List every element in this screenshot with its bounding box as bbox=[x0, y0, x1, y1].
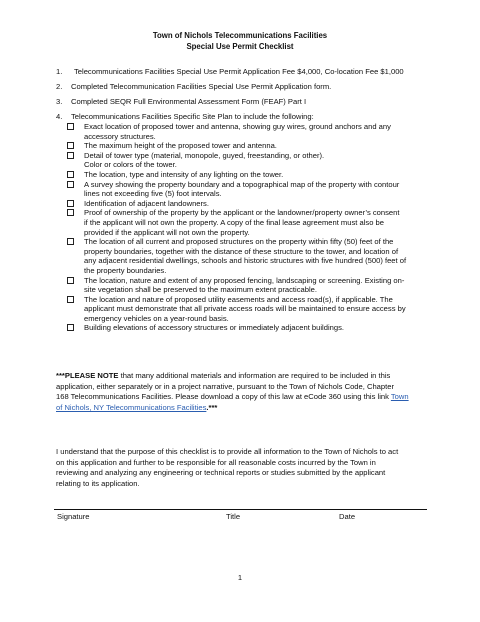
checkbox[interactable] bbox=[67, 296, 74, 303]
checklist-line: applicant must demonstrate that all private access roads will be maintained to ensure access by bbox=[84, 304, 406, 314]
checkbox[interactable] bbox=[67, 181, 74, 188]
item-text: Telecommunications Facilities Special Use Permit Application Fee $4,000, Co-location Fee $1,000 bbox=[74, 67, 404, 76]
checklist-item bbox=[66, 208, 426, 237]
checklist-item bbox=[66, 237, 426, 275]
checklist-line: Detail of tower type (material, monopole, guyed, freestanding, or other). bbox=[84, 150, 325, 160]
item-number: 4. bbox=[56, 112, 63, 121]
checkbox[interactable] bbox=[67, 277, 74, 284]
checklist-item bbox=[66, 199, 426, 209]
checklist-line: property boundaries, together with the distance of these structure to the tower, and location of bbox=[84, 246, 399, 256]
checkbox[interactable] bbox=[67, 209, 74, 216]
checklist-item bbox=[66, 170, 426, 180]
checklist-item bbox=[66, 276, 426, 295]
checklist-line: accessory structures. bbox=[84, 131, 156, 141]
checklist-line: The location and nature of proposed utility easements and access road(s), if applicable. The bbox=[84, 294, 393, 304]
note-line bbox=[56, 403, 428, 414]
checklist-line: The location, type and intensity of any lighting on the tower. bbox=[84, 169, 284, 179]
checklist-line: Proof of ownership of the property by the applicant or the landowner/property owner’s consent bbox=[84, 208, 400, 218]
checklist-line: Color or colors of the tower. bbox=[84, 160, 177, 170]
ecode-link[interactable]: Town bbox=[390, 392, 409, 402]
page-title: Town of Nichols Telecommunications Facilities bbox=[152, 31, 328, 40]
acknowledgement-line: relating to its application. bbox=[56, 478, 140, 488]
note-suffix: .*** bbox=[206, 402, 218, 412]
checklist-item bbox=[66, 151, 426, 170]
ecode-link[interactable]: of Nichols, NY Telecommunications Facilities bbox=[56, 402, 207, 412]
checklist-line: The maximum height of the proposed tower and antenna. bbox=[84, 141, 277, 151]
checkbox[interactable] bbox=[67, 324, 74, 331]
note-emphasis: PLEASE NOTE bbox=[64, 371, 119, 380]
note-line: application, either separately or in a project narrative, pursuant to the Town of Nichols Code, Chapter bbox=[56, 381, 394, 391]
checklist-line: emergency vehicles on a year-round basis. bbox=[84, 313, 229, 323]
item-number: 1. bbox=[56, 67, 63, 76]
note-prefix: *** bbox=[56, 371, 65, 380]
checkbox[interactable] bbox=[67, 200, 74, 207]
signature-label: Signature bbox=[57, 512, 90, 521]
checklist-item bbox=[66, 323, 426, 333]
checklist-line: A survey showing the property boundary and a topographical map of the property with contour bbox=[84, 179, 400, 189]
checklist-line: if the applicant will not own the property. A copy of the final lease agreement must also be bbox=[84, 217, 384, 227]
checklist-item bbox=[66, 295, 426, 324]
checklist-line: site vegetation shall be preserved to the maximum extent practicable. bbox=[84, 285, 317, 295]
please-note-paragraph bbox=[56, 371, 428, 413]
page-subtitle: Special Use Permit Checklist bbox=[186, 42, 294, 51]
item-text: Completed SEQR Full Environmental Assessment Form (FEAF) Part I bbox=[71, 97, 307, 106]
checklist-item bbox=[66, 141, 426, 151]
checklist-item bbox=[66, 122, 426, 141]
note-line bbox=[56, 392, 428, 403]
note-text: that many additional materials and information are required to be included in this bbox=[118, 371, 391, 380]
note-text: 168 Telecommunications Facilities. Please download a copy of this law at eCode 360 using this link bbox=[56, 392, 391, 402]
item-number: 3. bbox=[56, 97, 63, 106]
checklist-line: Building elevations of accessory structures or immediately adjacent buildings. bbox=[84, 323, 345, 333]
page-number: 1 bbox=[237, 573, 243, 582]
item-text: Completed Telecommunication Facilities Special Use Permit Application form. bbox=[71, 82, 332, 91]
checklist-item bbox=[66, 180, 426, 199]
checklist-line: provided if the applicant will not own the property. bbox=[84, 227, 250, 237]
checkbox[interactable] bbox=[67, 238, 74, 245]
checklist-line: the property boundaries. bbox=[84, 265, 167, 275]
checklist-line: The location, nature and extent of any proposed fencing, landscaping or screening. Existing on- bbox=[84, 275, 405, 285]
checklist-line: any adjacent residential dwellings, schools and historic structures with five hundred (500) feet of bbox=[84, 256, 407, 266]
checklist-line: The location of all current and proposed structures on the property within fifty (50) feet of the bbox=[84, 237, 394, 247]
acknowledgement-paragraph bbox=[56, 447, 426, 489]
site-plan-checklist bbox=[66, 122, 426, 333]
checkbox[interactable] bbox=[67, 123, 74, 130]
checkbox[interactable] bbox=[67, 152, 74, 159]
note-line bbox=[56, 371, 428, 382]
acknowledgement-line: I understand that the purpose of this checklist is to provide all information to the Town of Nichols to act bbox=[56, 447, 399, 456]
acknowledgement-line: reviewing and analyzing any engineering or technical reports or studies submitted by the applicant bbox=[56, 468, 386, 478]
checklist-line: Exact location of proposed tower and antenna, showing guy wires, ground anchors and any bbox=[84, 122, 391, 131]
checkbox[interactable] bbox=[67, 171, 74, 178]
checkbox[interactable] bbox=[67, 142, 74, 149]
signature-line[interactable] bbox=[54, 509, 427, 510]
title-label: Title bbox=[226, 512, 241, 521]
checklist-line: Identification of adjacent landowners. bbox=[84, 198, 209, 208]
acknowledgement-line: on this application and further to be responsible for all reasonable costs incurred by the Town in bbox=[56, 457, 376, 467]
item-number: 2. bbox=[56, 82, 63, 91]
item-text: Telecommunications Facilities Specific Site Plan to include the following: bbox=[71, 112, 314, 121]
checklist-line: lines not exceeding five (5) foot intervals. bbox=[84, 189, 222, 199]
date-label: Date bbox=[339, 512, 356, 521]
